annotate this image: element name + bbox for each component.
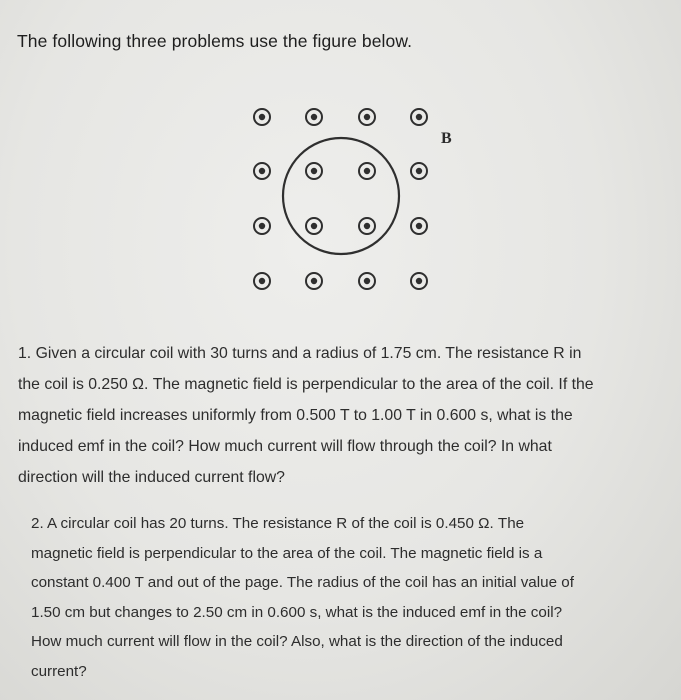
field-dot-icon xyxy=(254,109,270,125)
problem-2-line: current? xyxy=(31,662,87,680)
field-dot-icon xyxy=(254,273,270,289)
field-dot-icon xyxy=(411,218,427,234)
field-dot-icon xyxy=(411,109,427,125)
field-dot-icon xyxy=(359,273,375,289)
problem-1-line: direction will the induced current flow? xyxy=(18,469,285,486)
problem-1-line: induced emf in the coil? How much current will flow through the coil? In what xyxy=(18,438,552,455)
field-dot-icon xyxy=(411,163,427,179)
problem-1-line: the coil is 0.250 Ω. The magnetic field is perpendicular to the area of the coil. If the xyxy=(18,376,594,393)
problem-2-line: constant 0.400 T and out of the page. The radius of the coil has an initial value of xyxy=(31,574,574,591)
field-dot-icon xyxy=(359,163,375,179)
field-dot-icon xyxy=(306,273,322,289)
field-dot-icon xyxy=(306,218,322,234)
field-dot-icon xyxy=(306,109,322,125)
problem-2 xyxy=(31,509,661,686)
field-dot-icon xyxy=(254,218,270,234)
field-dot-icon xyxy=(359,109,375,125)
problem-1 xyxy=(18,338,668,493)
problem-1-line: 1. Given a circular coil with 30 turns and a radius of 1.75 cm. The resistance R in xyxy=(18,345,582,362)
magnetic-field-figure xyxy=(0,0,681,320)
field-dot-icon xyxy=(306,163,322,179)
field-dot-grid xyxy=(254,109,427,289)
problem-2-line: 2. A circular coil has 20 turns. The resistance R of the coil is 0.450 Ω. The xyxy=(31,515,525,532)
problem-2-line: How much current will flow in the coil? Also, what is the direction of the induced xyxy=(31,633,563,650)
problem-2-line: magnetic field is perpendicular to the area of the coil. The magnetic field is a xyxy=(31,544,543,562)
field-dot-icon xyxy=(254,163,270,179)
intro-heading: The following three problems use the figure below. xyxy=(17,31,413,51)
field-dot-icon xyxy=(359,218,375,234)
coil-loop xyxy=(283,138,399,254)
magnetic-field-label: B xyxy=(441,130,452,147)
field-dot-icon xyxy=(411,273,427,289)
problem-1-line: magnetic field increases uniformly from 0.500 T to 1.00 T in 0.600 s, what is the xyxy=(18,407,573,424)
problem-2-line: 1.50 cm but changes to 2.50 cm in 0.600 s, what is the induced emf in the coil? xyxy=(31,603,563,621)
